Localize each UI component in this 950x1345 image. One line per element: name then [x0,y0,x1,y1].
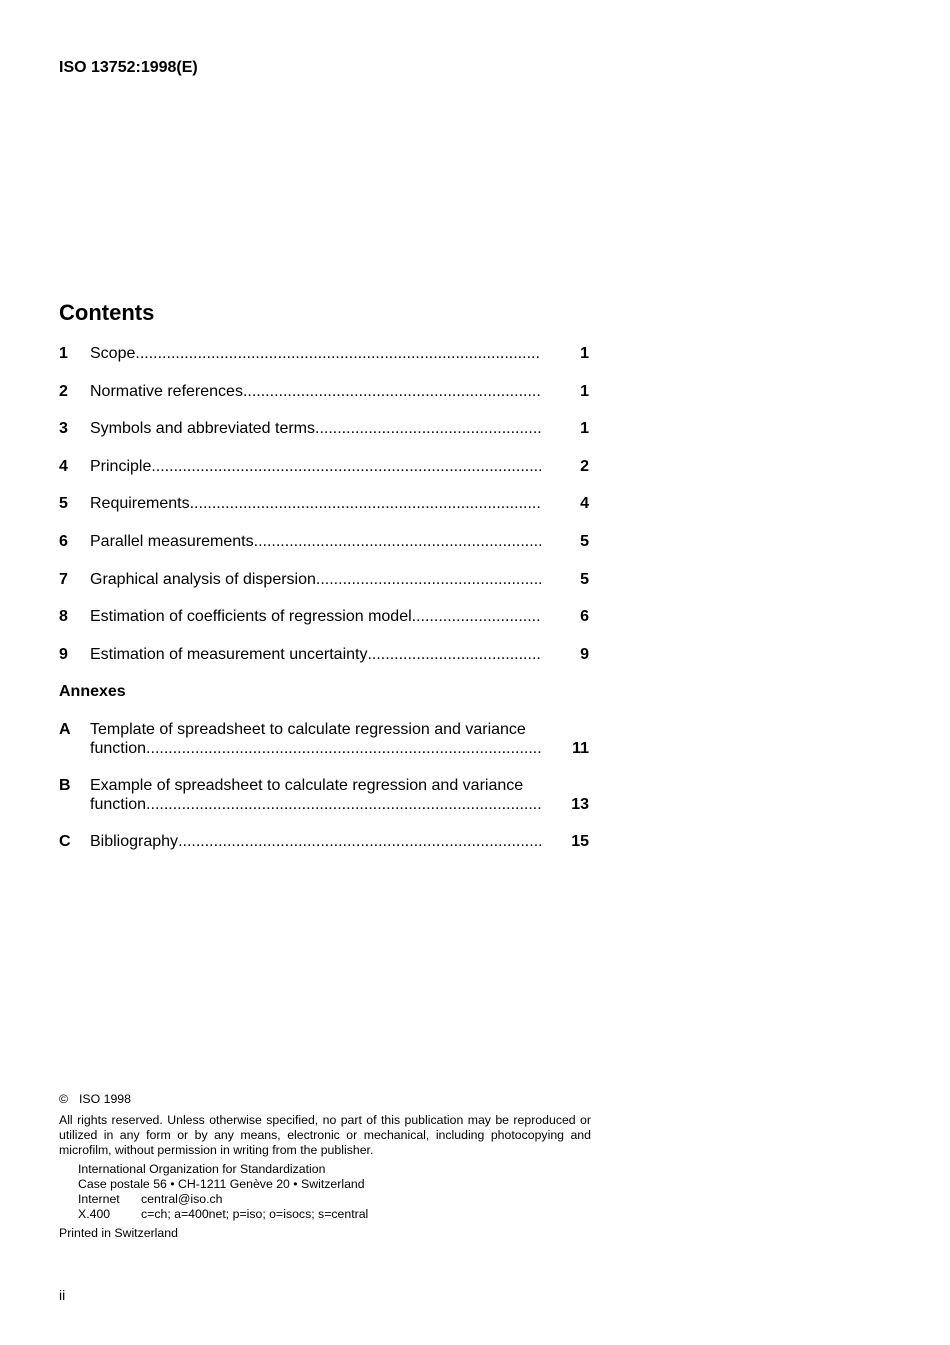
dot-leader [146,739,541,759]
toc-entry-page: 1 [580,382,589,400]
toc-entry[interactable] [59,607,589,645]
toc-entry-number: A [59,720,71,738]
toc-entry-label: Scope [90,345,136,362]
toc-entry-number: 7 [59,570,68,588]
x400-label: X.400 [78,1207,111,1221]
toc-entry-label: Parallel measurements [90,532,254,550]
toc-entry-number: 8 [59,608,68,626]
x400-contact [78,1207,591,1222]
dot-leader [316,570,541,590]
toc-entry-label: Normative references [90,382,243,400]
toc-entry-page: 15 [571,832,589,850]
toc-entry-label: Bibliography [90,832,179,850]
toc-entry[interactable] [59,532,589,570]
toc-entry-number: 4 [59,457,68,475]
rights-statement: All rights reserved. Unless otherwise specified, no part of this publication may be reproduced or utilized in any form or by any means, electronic or mechanical, including photocopying and microfilm, without permission in writing from the publisher. [59,1113,591,1157]
annexes-heading: Annexes [59,683,126,701]
toc-entry[interactable] [59,645,589,683]
toc-entry-label: Symbols and abbreviated terms [90,420,315,438]
toc-entry[interactable] [59,344,589,382]
toc-annex-entry[interactable] [59,776,589,832]
dot-leader [315,419,541,439]
copyright-symbol: © [59,1092,69,1106]
dot-leader [146,795,541,815]
dot-leader [135,344,541,364]
dot-leader [178,832,541,852]
toc-entry-page: 4 [580,495,589,513]
toc-entry-number: 2 [59,382,68,400]
toc-entry-label: Estimation of coefficients of regression model [90,608,412,626]
toc-entry-number: 6 [59,532,68,550]
dot-leader [190,494,541,514]
toc-entry-label: Principle [90,457,152,475]
toc-annex-entry[interactable] [59,720,589,776]
toc-entry-label: Example of spreadsheet to calculate regression and variance [90,776,524,794]
internet-contact [78,1192,591,1207]
toc-entry-label: Graphical analysis of dispersion [90,570,316,588]
toc-entry-label: Estimation of measurement uncertainty [90,645,368,663]
copyright-text: ISO 1998 [79,1092,131,1106]
toc-entry[interactable] [59,570,589,608]
toc-entry-page: 13 [571,795,589,813]
toc-entry-page: 1 [580,345,589,362]
toc-entry-page: 1 [580,420,589,438]
toc-entry-number: 3 [59,420,68,438]
printed-in: Printed in Switzerland [59,1226,178,1240]
toc-entry-page: 2 [580,457,589,475]
copyright-line [59,1092,591,1107]
dot-leader [254,532,541,552]
toc-entry-page: 11 [572,739,589,757]
toc-entry-label: Requirements [90,495,190,513]
toc-entry[interactable] [59,382,589,420]
copyright-notice [59,1092,591,1241]
internet-label: Internet [78,1192,120,1206]
toc-entry-page: 5 [580,570,589,588]
toc-entry-label: Template of spreadsheet to calculate regression and variance [90,720,526,738]
toc-entry-number: 1 [59,345,68,362]
toc-entry-label-continued: function [90,739,147,757]
toc-entry-number: C [59,832,71,850]
toc-entry-page: 6 [580,608,589,626]
postal-address: Case postale 56 • CH-1211 Genève 20 • Switzerland [78,1177,365,1191]
toc-entry-number: 5 [59,495,68,513]
toc-entry-page: 9 [580,645,589,663]
toc-annex-entry[interactable] [59,832,589,870]
organization-name: International Organization for Standardization [78,1162,326,1176]
dot-leader [151,457,541,477]
toc-entry[interactable] [59,419,589,457]
standard-identifier: ISO 13752:1998(E) [59,59,198,76]
toc-entry[interactable] [59,457,589,495]
toc-entry-number: 9 [59,645,68,663]
toc-entry-page: 5 [580,532,589,550]
page-number: ii [59,1287,66,1303]
table-of-contents [59,344,589,870]
publisher-address [78,1162,591,1222]
internet-email: central@iso.ch [141,1192,223,1206]
dot-leader [412,607,541,627]
toc-entry-label-continued: function [90,795,147,813]
toc-entry[interactable] [59,494,589,532]
dot-leader [243,382,541,402]
toc-entry-number: B [59,776,71,794]
x400-address: c=ch; a=400net; p=iso; o=isocs; s=central [141,1207,369,1221]
dot-leader [367,645,541,665]
contents-title: Contents [59,300,155,325]
